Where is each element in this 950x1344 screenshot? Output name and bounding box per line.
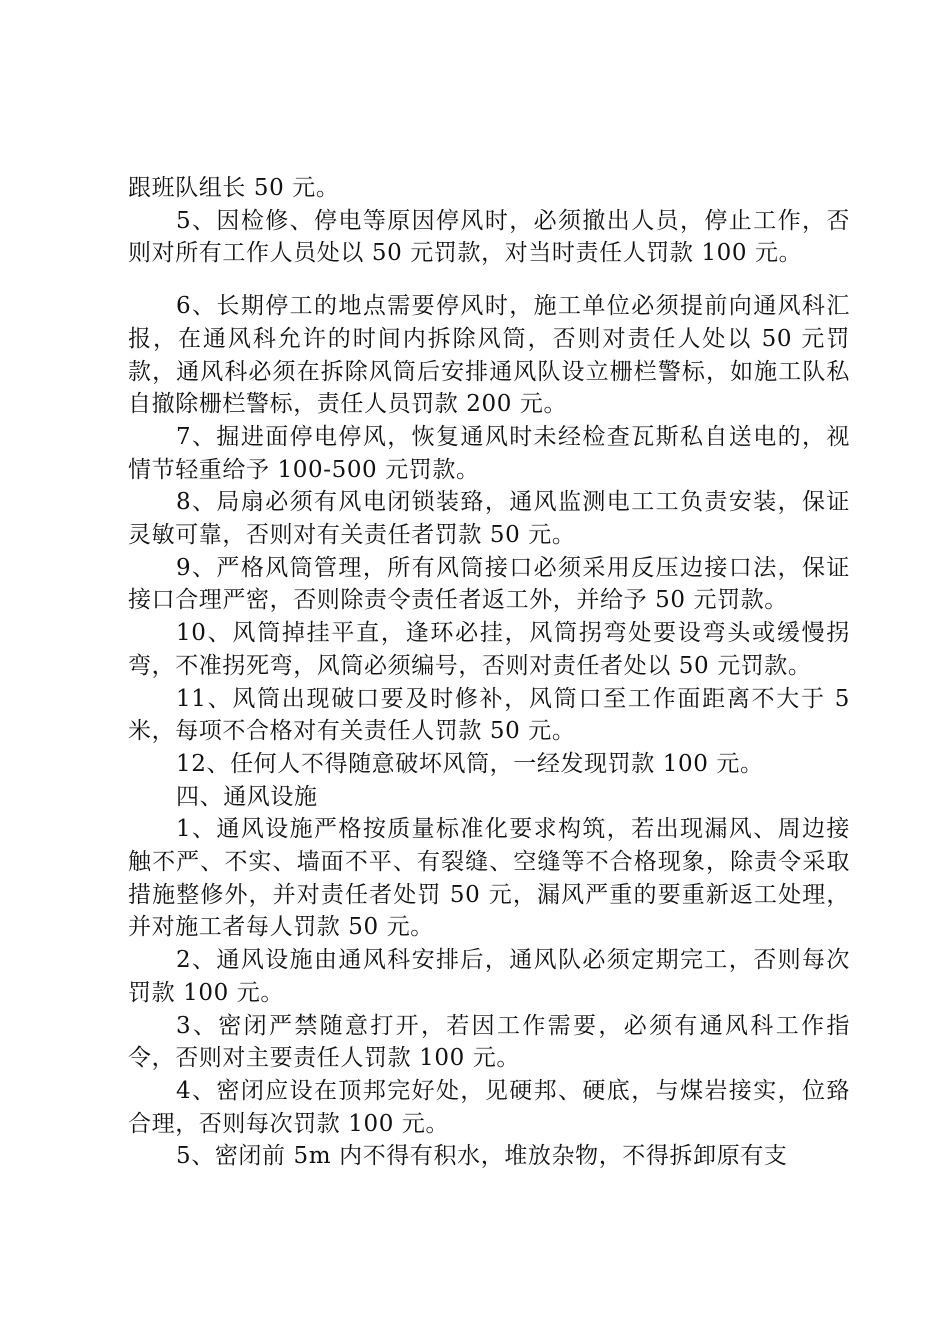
paragraph-facility-4: 4、密闭应设在顶邦完好处，见硬邦、硬底，与煤岩接实，位臵合理，否则每次罚款 100 元。 bbox=[128, 1077, 850, 1137]
paragraph-gap bbox=[128, 270, 850, 290]
paragraph-item-8: 8、局扇必须有风电闭锁装臵，通风监测电工工负责安装，保证灵敏可靠，否则对有关责任者罚款 50 元。 bbox=[128, 489, 850, 549]
paragraph-facility-5: 5、密闭前 5m 内不得有积水，堆放杂物，不得拆卸原有支 bbox=[176, 1143, 788, 1170]
paragraph-continuation: 跟班队组长 50 元。 bbox=[128, 175, 340, 201]
paragraph-item-12: 12、任何人不得随意破坏风筒，一经发现罚款 100 元。 bbox=[176, 750, 764, 777]
paragraph-facility-2: 2、通风设施由通风科安排后，通风队必须定期完工，否则每次罚款 100 元。 bbox=[128, 947, 850, 1006]
paragraph-facility-3: 3、密闭严禁随意打开，若因工作需要，必须有通风科工作指令，否则对主要责任人罚款 100 元。 bbox=[128, 1012, 850, 1072]
paragraph-facility-1: 1、通风设施严格按质量标准化要求构筑，若出现漏风、周边接触不严、不实、墙面不平、有裂缝、空缝等不合格现象，除责令采取措施整修外，并对责任者处罚 50 元，漏风严重的要重新返工处理，并对施工者每人罚款 50 元。 bbox=[128, 816, 850, 941]
document-body bbox=[128, 172, 858, 1173]
paragraph-item-7: 7、掘进面停电停风，恢复通风时未经检查瓦斯私自送电的，视情节轻重给予 100-500 元罚款。 bbox=[128, 423, 850, 483]
section-heading: 四、通风设施 bbox=[176, 783, 318, 810]
paragraph-item-9: 9、严格风筒管理，所有风筒接口必须采用反压边接口法，保证接口合理严密，否则除责令责任者返工外，并给予 50 元罚款。 bbox=[128, 554, 850, 614]
paragraph-item-11: 11、风筒出现破口要及时修补，风筒口至工作面距离不大于 5 米，每项不合格对有关责任人罚款 50 元。 bbox=[128, 685, 858, 745]
paragraph-item-5: 5、因检修、停电等原因停风时，必须撤出人员，停止工作，否则对所有工作人员处以 50 元罚款，对当时责任人罚款 100 元。 bbox=[128, 207, 850, 267]
paragraph-item-6: 6、长期停工的地点需要停风时，施工单位必须提前向通风科汇报，在通风科允许的时间内拆除风筒，否则对责任人处以 50 元罚款，通风科必须在拆除风筒后安排通风队设立栅栏警标，如施工队私自撤除栅栏警标，责任人员罚款 200 元。 bbox=[128, 293, 850, 418]
paragraph-item-10: 10、风筒掉挂平直，逢环必挂，风筒拐弯处要设弯头或缓慢拐弯，不准拐死弯，风筒必须编号，否则对责任者处以 50 元罚款。 bbox=[128, 620, 850, 679]
